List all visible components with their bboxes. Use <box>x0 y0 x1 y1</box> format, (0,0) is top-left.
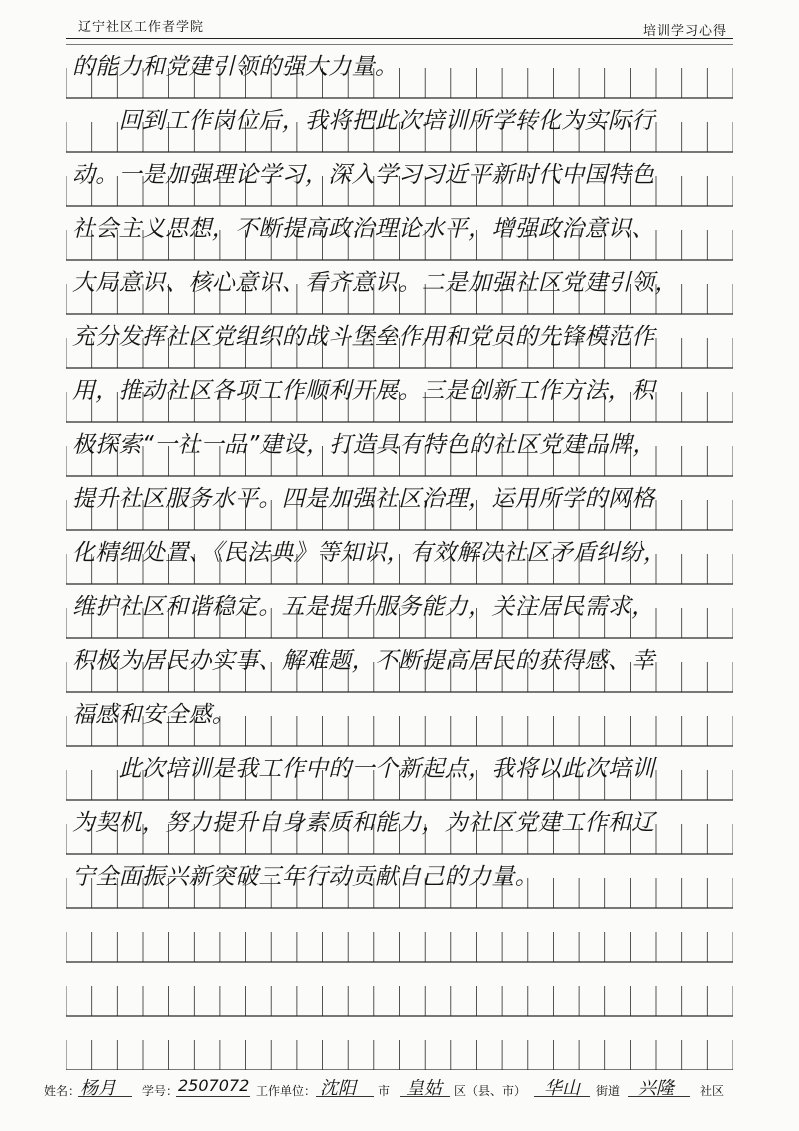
handwritten-line: 充分发挥社区党组织的战斗堡垒作用和党员的先锋模范作 <box>72 324 655 350</box>
student-id-label: 学号： <box>142 1084 179 1098</box>
community-label: 社区 <box>700 1084 725 1098</box>
name-value: 杨月 <box>80 1078 116 1099</box>
handwritten-line: 维护社区和谐稳定。五是提升服务能力，关注居民需求， <box>72 594 655 620</box>
document-type-label: 培训学习心得 <box>642 24 727 39</box>
district-value: 皇姑 <box>406 1078 442 1099</box>
handwritten-line: 提升社区服务水平。四是加强社区治理，运用所学的网格 <box>72 486 655 512</box>
handwritten-line: 化精细处置、《民法典》等知识，有效解决社区矛盾纠纷， <box>72 540 667 566</box>
handwritten-line: 回到工作岗位后，我将把此次培训所学转化为实际行 <box>72 108 655 134</box>
handwritten-line: 大局意识、核心意识、看齐意识。二是加强社区党建引领， <box>72 270 678 296</box>
handwritten-line: 福感和安全感。 <box>72 702 236 728</box>
handwritten-line: 为契机，努力提升自身素质和能力，为社区党建工作和辽 <box>72 810 655 836</box>
handwritten-line: 此次培训是我工作中的一个新起点，我将以此次培训 <box>72 756 655 782</box>
header-rule <box>66 38 733 39</box>
city-label: 市 <box>378 1084 391 1098</box>
handwritten-line: 用，推动社区各项工作顺利开展。三是创新工作方法，积 <box>72 378 655 404</box>
footer-info-bar <box>44 1074 759 1102</box>
handwritten-line: 宁全面振兴新突破三年行动贡献自己的力量。 <box>72 864 538 890</box>
student-id-underline <box>176 1096 250 1097</box>
community-underline <box>628 1096 690 1097</box>
name-underline <box>78 1096 132 1097</box>
community-value: 兴隆 <box>638 1078 674 1099</box>
street-underline <box>534 1096 590 1097</box>
city-value: 沈阳 <box>320 1078 356 1099</box>
handwritten-line: 积极为居民办实事、解难题，不断提高居民的获得感、幸 <box>72 648 655 674</box>
handwritten-line: 的能力和党建引领的强大力量。 <box>72 54 399 80</box>
street-label: 街道 <box>596 1084 621 1098</box>
work-unit-label: 工作单位： <box>256 1084 317 1098</box>
name-label: 姓名： <box>44 1084 81 1098</box>
lined-writing-sheet <box>66 44 733 1070</box>
district-label: 区（县、市） <box>454 1084 527 1098</box>
student-id-value: 2507072 <box>178 1076 250 1095</box>
handwritten-line: 极探索“一社一品”建设，打造具有特色的社区党建品牌， <box>72 432 656 458</box>
city-underline <box>316 1096 374 1097</box>
district-underline <box>400 1096 450 1097</box>
institution-name: 辽宁社区工作者学院 <box>78 20 205 35</box>
handwritten-line: 动。一是加强理论学习，深入学习习近平新时代中国特色 <box>72 162 655 188</box>
street-value: 华山 <box>544 1078 580 1099</box>
handwritten-line: 社会主义思想，不断提高政治理论水平，增强政治意识、 <box>72 216 655 242</box>
